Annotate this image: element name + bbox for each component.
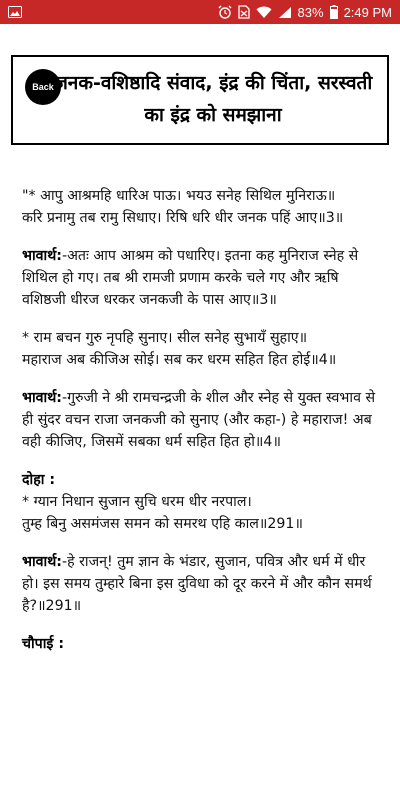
verse-3: "* आपु आश्रमहि धारिअ पाऊ। भयउ सनेह सिथिल मुनिराऊ॥ करि प्रनामु तब रामु सिधाए। रिषि धरि धीर जनक पहिं आए॥3॥ (22, 188, 344, 226)
battery-icon (330, 5, 338, 19)
status-right (218, 5, 392, 20)
meaning-text: -हे राजन्! तुम ज्ञान के भंडार, सुजान, पवित्र और धर्म में धीर हो। इस समय तुम्हारे बिना इस दुविधा को दूर करने में और कौन समर्थ है?॥291॥ (22, 554, 372, 614)
meaning-label: भावार्थ: (22, 390, 62, 406)
doha-291 (22, 469, 384, 535)
gallery-notification-icon (8, 6, 22, 18)
status-left (8, 6, 22, 18)
verse-4: * राम बचन गुरु नृपहि सुनाए। सील सनेह सुभायँ सुहाए॥ महाराज अब कीजिअ सोई। सब कर धरम सहित हित होई॥4॥ (22, 330, 337, 368)
meaning-291 (22, 551, 384, 617)
doha-label: दोहा : (22, 472, 56, 488)
chapter-title: जनक-वशिष्ठादि संवाद, इंद्र की चिंता, सरस्वती का इंद्र को समझाना (53, 72, 373, 126)
chapter-header (11, 55, 389, 145)
meaning-label: भावार्थ: (22, 248, 62, 264)
chapter-content (22, 185, 384, 671)
status-bar (0, 0, 400, 24)
back-button[interactable]: Back (25, 69, 61, 105)
clock: 2:49 PM (343, 4, 392, 20)
meaning-3 (22, 245, 384, 311)
no-sim-icon (238, 5, 250, 19)
meaning-text: -गुरुजी ने श्री रामचन्द्रजी के शील और स्नेह से युक्त स्वभाव से ही सुंदर वचन राजा जनकजी को सुनाए (और कहा-) हे महाराज! अब वही कीजिए, जिसमें सबका धर्म सहित हित हो॥4॥ (22, 390, 376, 450)
chaupai-label: चौपाई : (22, 636, 64, 652)
wifi-icon (256, 6, 272, 19)
meaning-label: भावार्थ: (22, 554, 62, 570)
meaning-text: -अतः आप आश्रम को पधारिए। इतना कह मुनिराज स्नेह से शिथिल हो गए। तब श्री रामजी प्रणाम करके चले गए और ऋषि वशिष्ठजी धीरज धरकर जनकजी के पास आए॥3॥ (22, 248, 359, 308)
alarm-icon (218, 5, 232, 19)
battery-percent: 83% (297, 4, 324, 20)
doha-text: * ग्यान निधान सुजान सुचि धरम धीर नरपाल। तुम्ह बिनु असमंजस समन को समरथ एहि काल॥291॥ (22, 494, 303, 532)
signal-icon (278, 6, 292, 19)
meaning-4 (22, 387, 384, 453)
